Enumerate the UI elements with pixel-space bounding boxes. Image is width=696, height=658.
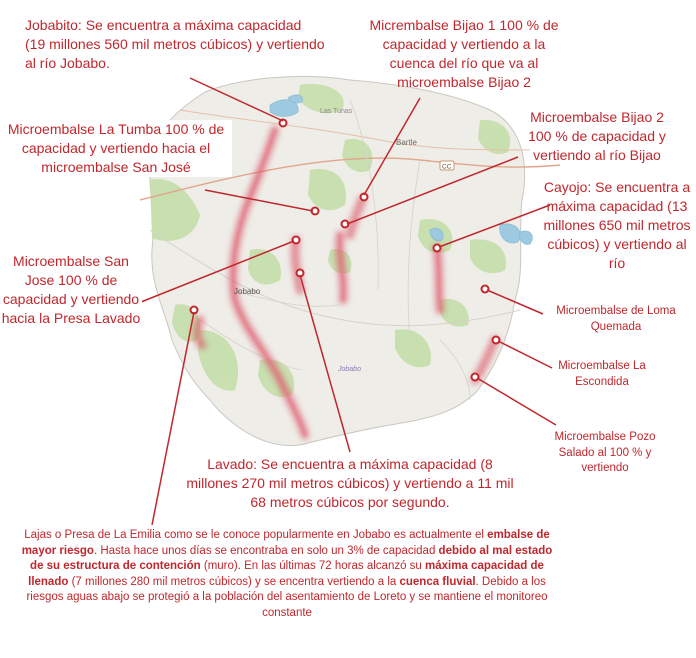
annotation-cayojo: Cayojo: Se encuentra a máxima capacidad (13 millones 650 mil metros cúbicos) y vertiendo al río xyxy=(543,179,691,271)
lajas-text-5: . Debido a los riesgos aguas abajo se protegió a la población del asentamiento de Loreto y se mantiene el monitoreo constante xyxy=(26,575,548,619)
annotation-pozo-salado: Microembalse Pozo Salado al 100 % y vertiendo xyxy=(554,431,656,475)
place-label-jobabo: Jobabo xyxy=(234,287,261,296)
road-badge-label: CC xyxy=(442,163,452,171)
annotation-la-tumba: Microembalse La Tumba 100 % de capacidad y vertiendo hacia el microembalse San José xyxy=(0,120,232,177)
annotation-jobabito: Jobabito: Se encuentra a máxima capacidad (19 millones 560 mil metros cúbicos) y vertiendo al río Jobabo. xyxy=(25,17,325,71)
annotation-lajas xyxy=(17,528,557,621)
lajas-bold-4: cuenca fluvial xyxy=(399,575,476,588)
annotation-san-jose: Microembalse San Jose 100 % de capacidad y vertiendo hacia la Presa Lavado xyxy=(1,253,141,326)
lajas-bold-2: debido al mal estado de su estructura de contención xyxy=(30,544,553,573)
lajas-text-3: (muro). En las últimas 72 horas alcanzó su xyxy=(200,560,426,573)
marker-san-jose[interactable] xyxy=(293,237,300,244)
marker-cayojo[interactable] xyxy=(434,245,441,252)
place-label-las-tunas: Las Tunas xyxy=(320,108,353,115)
lajas-bold-3: máxima capacidad de llenado xyxy=(28,560,544,588)
place-label-jobabo-municipality: Jobabo xyxy=(338,366,361,373)
marker-loma-quemada[interactable] xyxy=(482,286,489,293)
marker-pozo-salado[interactable] xyxy=(472,374,479,381)
annotation-la-escondida: Microembalse La Escondida xyxy=(558,360,646,388)
annotation-lavado: Lavado: Se encuentra a máxima capacidad (8 millones 270 mil metros cúbicos) y vertiendo a 11 mil 68 metros cúbicos por segundo. xyxy=(186,456,514,510)
annotation-bijao1: Micrembalse Bijao 1 100 % de capacidad y vertiendo a la cuenca del río que va al microembalse Bijao 2 xyxy=(369,17,559,90)
lajas-text-1: Lajas o Presa de La Emilia como se le conoce popularmente en Jobabo es actualmente el xyxy=(24,529,488,541)
annotation-bijao2: Microembalse Bijao 2 100 % de capacidad y vertiendo al río Bijao xyxy=(528,109,666,163)
lajas-text-2: . Hasta hace unos días se encontraba en solo un 3% de capacidad xyxy=(93,544,439,557)
lajas-bold-1: embalse de mayor riesgo xyxy=(21,529,550,557)
lajas-text-4: (7 millones 280 mil metros cúbicos) y se encentra vertiendo a la xyxy=(68,575,400,588)
annotation-loma-quemada: Microembalse de Loma Quemada xyxy=(556,305,676,333)
place-label-bartle: Bartle xyxy=(396,138,417,147)
marker-la-escondida[interactable] xyxy=(493,337,500,344)
